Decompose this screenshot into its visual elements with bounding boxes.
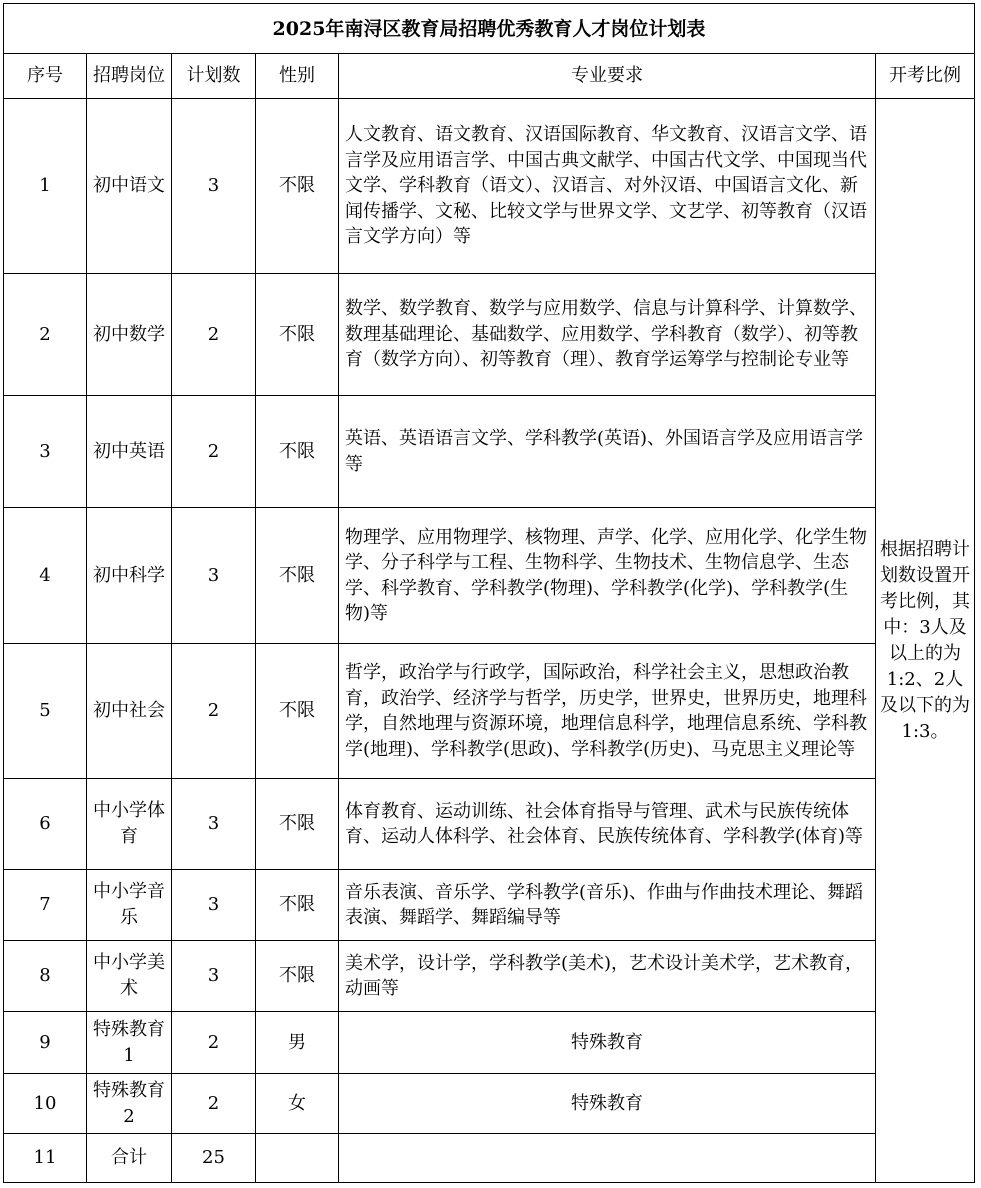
row-gender: 不限 [256, 396, 339, 508]
total-plan: 25 [172, 1134, 256, 1183]
row-plan: 3 [172, 99, 256, 274]
row-position: 初中科学 [87, 508, 172, 644]
table-row [4, 644, 975, 779]
recruitment-plan-table [3, 3, 975, 1183]
row-gender: 不限 [256, 870, 339, 941]
row-position: 中小学美术 [87, 941, 172, 1012]
row-major: 体育教育、运动训练、社会体育指导与管理、武术与民族传统体育、运动人体科学、社会体育、民族传统体育、学科教学(体育)等 [339, 779, 876, 870]
row-position: 中小学体育 [87, 779, 172, 870]
total-label: 合计 [87, 1134, 172, 1183]
row-gender: 不限 [256, 941, 339, 1012]
row-major: 人文教育、语文教育、汉语国际教育、华文教育、汉语言文学、语言学及应用语言学、中国古典文献学、中国古代文学、中国现当代文学、学科教育（语文）、汉语言、对外汉语、中国语言文化、新闻传播学、文秘、比较文学与世界文学、文艺学、初等教育（汉语言文学方向）等 [339, 99, 876, 274]
row-seq: 1 [4, 99, 87, 274]
header-plan: 计划数 [172, 54, 256, 99]
row-major: 音乐表演、音乐学、学科教学(音乐)、作曲与作曲技术理论、舞蹈表演、舞蹈学、舞蹈编导等 [339, 870, 876, 941]
header-seq: 序号 [4, 54, 87, 99]
row-gender: 不限 [256, 779, 339, 870]
table-row [4, 274, 975, 396]
row-plan: 3 [172, 941, 256, 1012]
row-position: 中小学音乐 [87, 870, 172, 941]
table-row [4, 99, 975, 274]
header-major: 专业要求 [339, 54, 876, 99]
row-seq: 5 [4, 644, 87, 779]
row-seq: 7 [4, 870, 87, 941]
row-plan: 3 [172, 508, 256, 644]
header-ratio: 开考比例 [876, 54, 975, 99]
row-position: 初中社会 [87, 644, 172, 779]
row-gender: 不限 [256, 274, 339, 396]
row-major: 特殊教育 [339, 1012, 876, 1074]
row-seq: 9 [4, 1012, 87, 1074]
table-row [4, 396, 975, 508]
row-major: 数学、数学教育、数学与应用数学、信息与计算科学、计算数学、数理基础理论、基础数学、应用数学、学科教育（数学）、初等教育（数学方向）、初等教育（理）、教育学运筹学与控制论专业等 [339, 274, 876, 396]
total-row [4, 1134, 975, 1183]
table-row [4, 1074, 975, 1134]
table-row [4, 508, 975, 644]
total-empty-cell [339, 1134, 876, 1183]
ratio-note: 根据招聘计划数设置开考比例，其中：3人及以上的为1:2、2人及以下的为1:3。 [876, 99, 975, 1183]
row-position: 特殊教育2 [87, 1074, 172, 1134]
row-seq: 2 [4, 274, 87, 396]
row-gender: 不限 [256, 99, 339, 274]
row-major: 物理学、应用物理学、核物理、声学、化学、应用化学、化学生物学、分子科学与工程、生物科学、生物技术、生物信息学、生态学、科学教育、学科教学(物理)、学科教学(化学)、学科教学(生物)等 [339, 508, 876, 644]
header-gender: 性别 [256, 54, 339, 99]
row-position: 初中英语 [87, 396, 172, 508]
row-position: 初中数学 [87, 274, 172, 396]
row-seq: 10 [4, 1074, 87, 1134]
row-gender: 不限 [256, 644, 339, 779]
table-title: 2025年南浔区教育局招聘优秀教育人才岗位计划表 [4, 4, 975, 54]
total-seq: 11 [4, 1134, 87, 1183]
row-seq: 4 [4, 508, 87, 644]
row-seq: 3 [4, 396, 87, 508]
row-major: 英语、英语语言文学、学科教学(英语)、外国语言学及应用语言学等 [339, 396, 876, 508]
total-empty-cell [256, 1134, 339, 1183]
row-position: 特殊教育1 [87, 1012, 172, 1074]
row-position: 初中语文 [87, 99, 172, 274]
row-gender: 女 [256, 1074, 339, 1134]
row-major: 哲学，政治学与行政学，国际政治，科学社会主义，思想政治教育，政治学、经济学与哲学，历史学，世界史，世界历史，地理科学，自然地理与资源环境，地理信息科学，地理信息系统、学科教学(地理)、学科教学(思政)、学科教学(历史)、马克思主义理论等 [339, 644, 876, 779]
row-plan: 2 [172, 644, 256, 779]
row-seq: 6 [4, 779, 87, 870]
row-plan: 2 [172, 1012, 256, 1074]
row-plan: 2 [172, 1074, 256, 1134]
row-plan: 2 [172, 396, 256, 508]
table-row [4, 941, 975, 1012]
row-gender: 不限 [256, 508, 339, 644]
table-row [4, 1012, 975, 1074]
row-plan: 2 [172, 274, 256, 396]
row-seq: 8 [4, 941, 87, 1012]
table-row [4, 779, 975, 870]
row-major: 美术学，设计学，学科教学(美术)，艺术设计美术学，艺术教育，动画等 [339, 941, 876, 1012]
table-row [4, 870, 975, 941]
row-gender: 男 [256, 1012, 339, 1074]
header-position: 招聘岗位 [87, 54, 172, 99]
row-plan: 3 [172, 870, 256, 941]
row-major: 特殊教育 [339, 1074, 876, 1134]
row-plan: 3 [172, 779, 256, 870]
